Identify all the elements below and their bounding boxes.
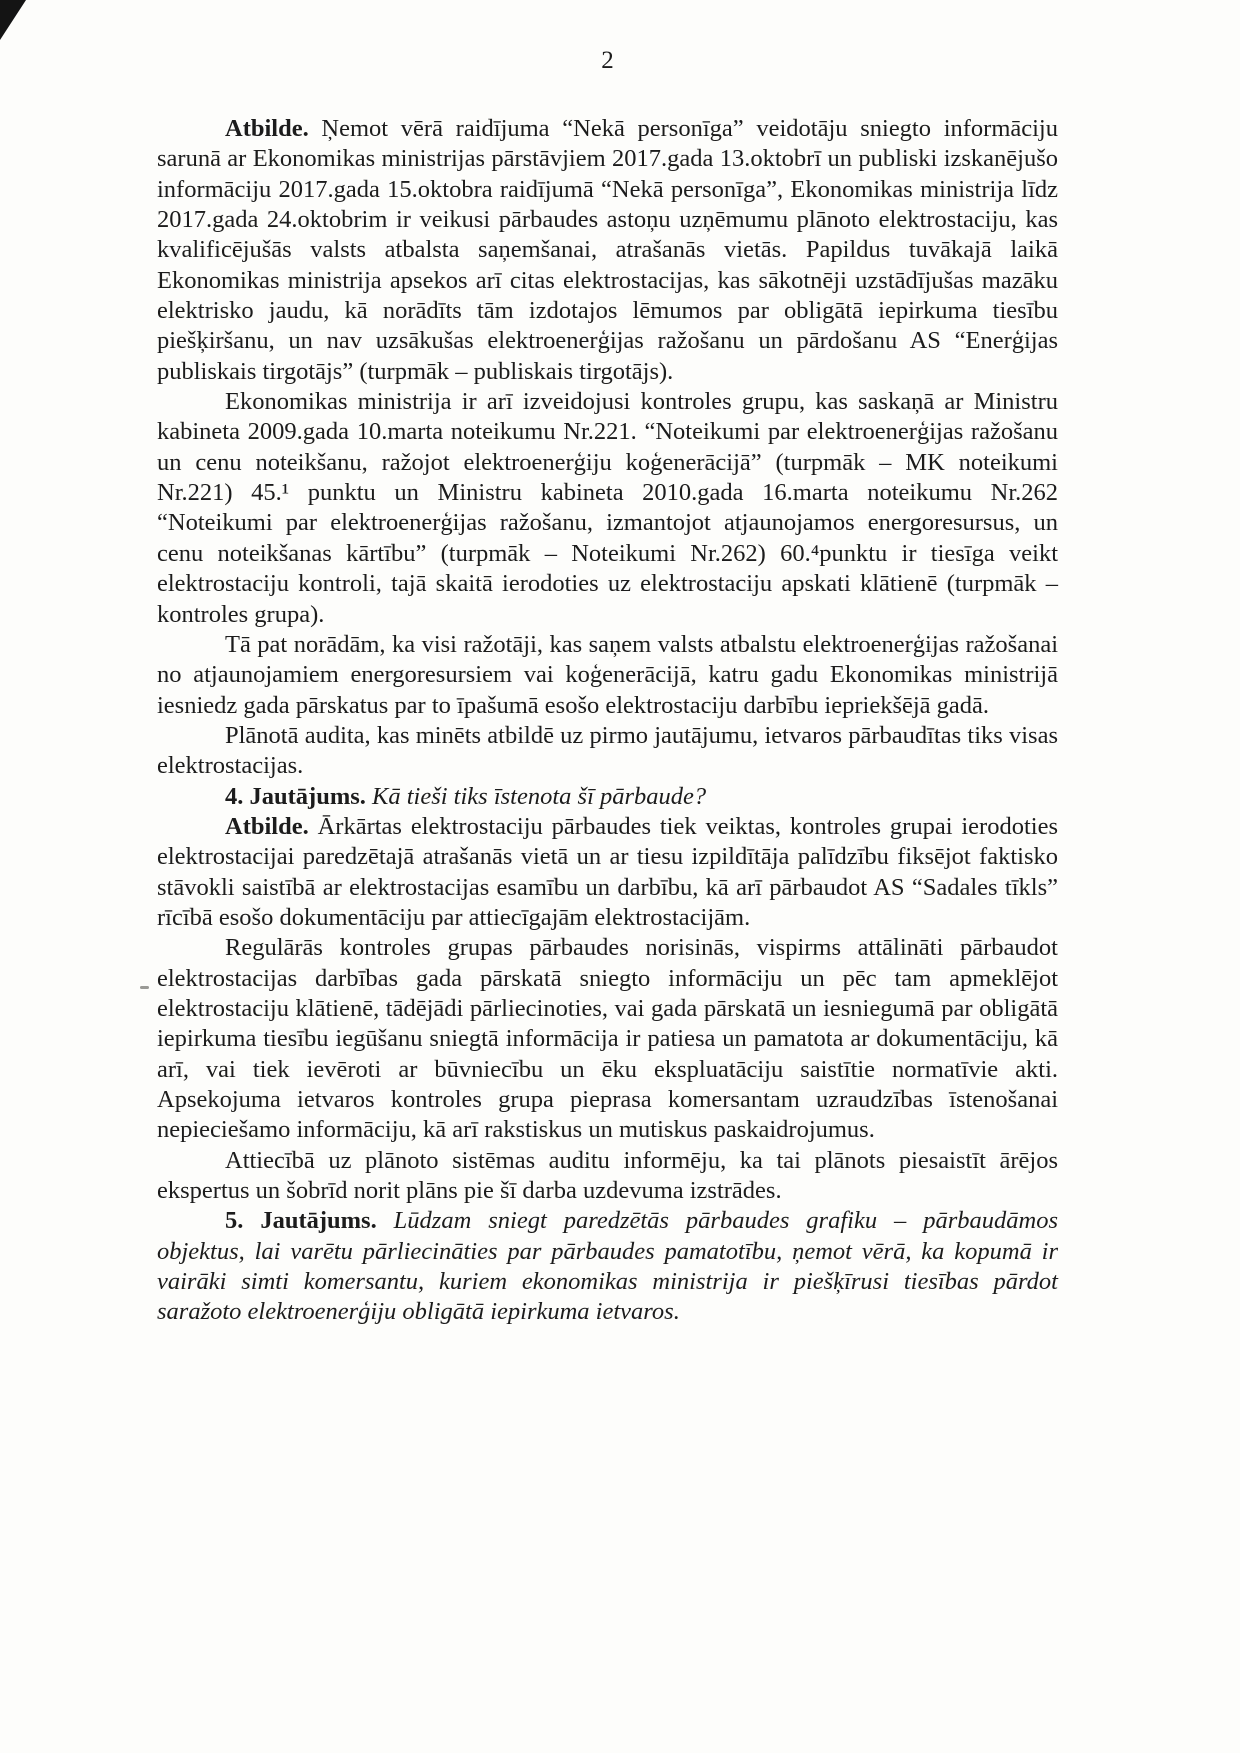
paragraph [157,933,1058,1145]
text-segment: Atbilde. [225,115,309,142]
paragraph [157,782,1058,812]
text-segment: Attiecībā uz plānoto sistēmas auditu informēju, ka tai plānots piesaistīt ārējos ekspertus un šobrīd norit plāns pie šī darba uzdevuma izstrādes. [157,1146,1058,1205]
text-segment: Tā pat norādām, ka visi ražotāji, kas saņem valsts atbalstu elektroenerģijas ražošanai no atjaunojamiem energoresursiem vai koģenerācijā, katru gadu Ekonomikas ministrijā iesniedz gada pārskatus par to īpašumā esošo elektrostaciju darbību iepriekšējā gadā. [157,630,1058,719]
text-segment: Kā tieši tiks īstenota šī pārbaude? [365,782,707,810]
text-segment: Ņemot vērā raidījuma “Nekā personīga” veidotāju sniegto informāciju sarunā ar Ekonomikas ministrijas pārstāvjiem 2017.gada 13.oktobrī un publiski izskanējušo informāciju 2017.gada 15.oktobra raidījumā “Nekā personīga”, Ekonomikas ministrija līdz 2017.gada 24.oktobrim ir veikusi pārbaudes astoņu uzņēmumu plānoto elektrostaciju, kas kvalificējušās valsts atbalsta saņemšanai, atrašanās vietās. Papildus tuvākajā laikā Ekonomikas ministrija apsekos arī citas elektrostacijas, kas sākotnēji uzstādījušas mazāku elektrisko jaudu, kā norādīts tām izdotajos lēmumos par obligātā iepirkuma tiesību piešķiršanu, un nav uzsākušas elektroenerģijas ražošanu un pārdošanu AS “Enerģijas publiskais tirgotājs” (turpmāk – publiskais tirgotājs). [157,115,1058,385]
paragraph [157,387,1058,630]
paragraph [157,114,1058,387]
text-segment: Ārkārtas elektrostaciju pārbaudes tiek veiktas, kontroles grupai ierodoties elektrostacijai paredzētajā atrašanās vietā un ar tiesu izpildītāja palīdzību fiksējot faktisko stāvokli saistībā ar elektrostacijas esamību un darbību, kā arī pārbaudot AS “Sadales tīkls” rīcībā esošo dokumentāciju par attiecīgajām elektrostacijām. [157,812,1058,931]
paragraph [157,1206,1058,1327]
paragraph [157,630,1058,721]
text-segment: Lūdzam sniegt paredzētās pārbaudes grafiku – pārbaudāmos objektus, lai varētu pārliecināties par pārbaudes pamatotību, ņemot vērā, ka kopumā ir vairāki simti komersantu, kuriem ekonomikas ministrija ir piešķīrusi tiesības pārdot saražoto elektroenerģiju obligātā iepirkuma ietvaros. [157,1207,1058,1326]
paragraph [157,1146,1058,1207]
text-segment: Atbilde. [225,812,309,840]
scan-speck [140,986,149,989]
text-segment: Plānotā audita, kas minēts atbildē uz pirmo jautājumu, ietvaros pārbaudītas tiks visas elektrostacijas. [157,721,1058,780]
text-segment: 4. Jautājums. [225,782,366,810]
scan-artifact-corner [0,0,26,40]
text-segment: Regulārās kontroles grupas pārbaudes norisinās, vispirms attālināti pārbaudot elektrostacijas darbības gada pārskatā sniegto informāciju un pēc tam apmeklējot elektrostaciju klātienē, tādējādi pārliecinoties, vai gada pārskatā un iesniegumā par obligātā iepirkuma tiesību iegūšanu sniegtā informācija ir patiesa un pamatota ar dokumentāciju, kā arī, vai tiek ievēroti ar būvniecību un ēku ekspluatāciju saistītie normatīvie akti. Apsekojuma ietvaros kontroles grupa pieprasa komersantam uzraudzības īstenošanai nepieciešamo informāciju, kā arī rakstiskus un mutiskus paskaidrojumus. [157,934,1058,1144]
text-segment: Ekonomikas ministrija ir arī izveidojusi kontroles grupu, kas saskaņā ar Ministru kabineta 2009.gada 10.marta noteikumu Nr.221. “Noteikumi par elektroenerģijas ražošanu un cenu noteikšanu, ražojot elektroenerģiju koģenerācijā” (turpmāk – MK noteikumi Nr.221) 45.¹ punktu un Ministru kabineta 2010.gada 16.marta noteikumu Nr.262 “Noteikumi par elektroenerģijas ražošanu, izmantojot atjaunojamos energoresursus, un cenu noteikšanas kārtību” (turpmāk – Noteikumi Nr.262) 60.⁴punktu ir tiesīga veikt elektrostaciju kontroli, tajā skaitā ierodoties uz elektrostaciju apskati klātienē (turpmāk – kontroles grupa). [157,388,1058,628]
page-number: 2 [601,47,614,74]
paragraph [157,721,1058,782]
paragraph [157,812,1058,933]
document-content [157,46,1058,1328]
document-body [157,114,1058,1328]
text-segment: 5. Jautājums. [225,1207,377,1235]
